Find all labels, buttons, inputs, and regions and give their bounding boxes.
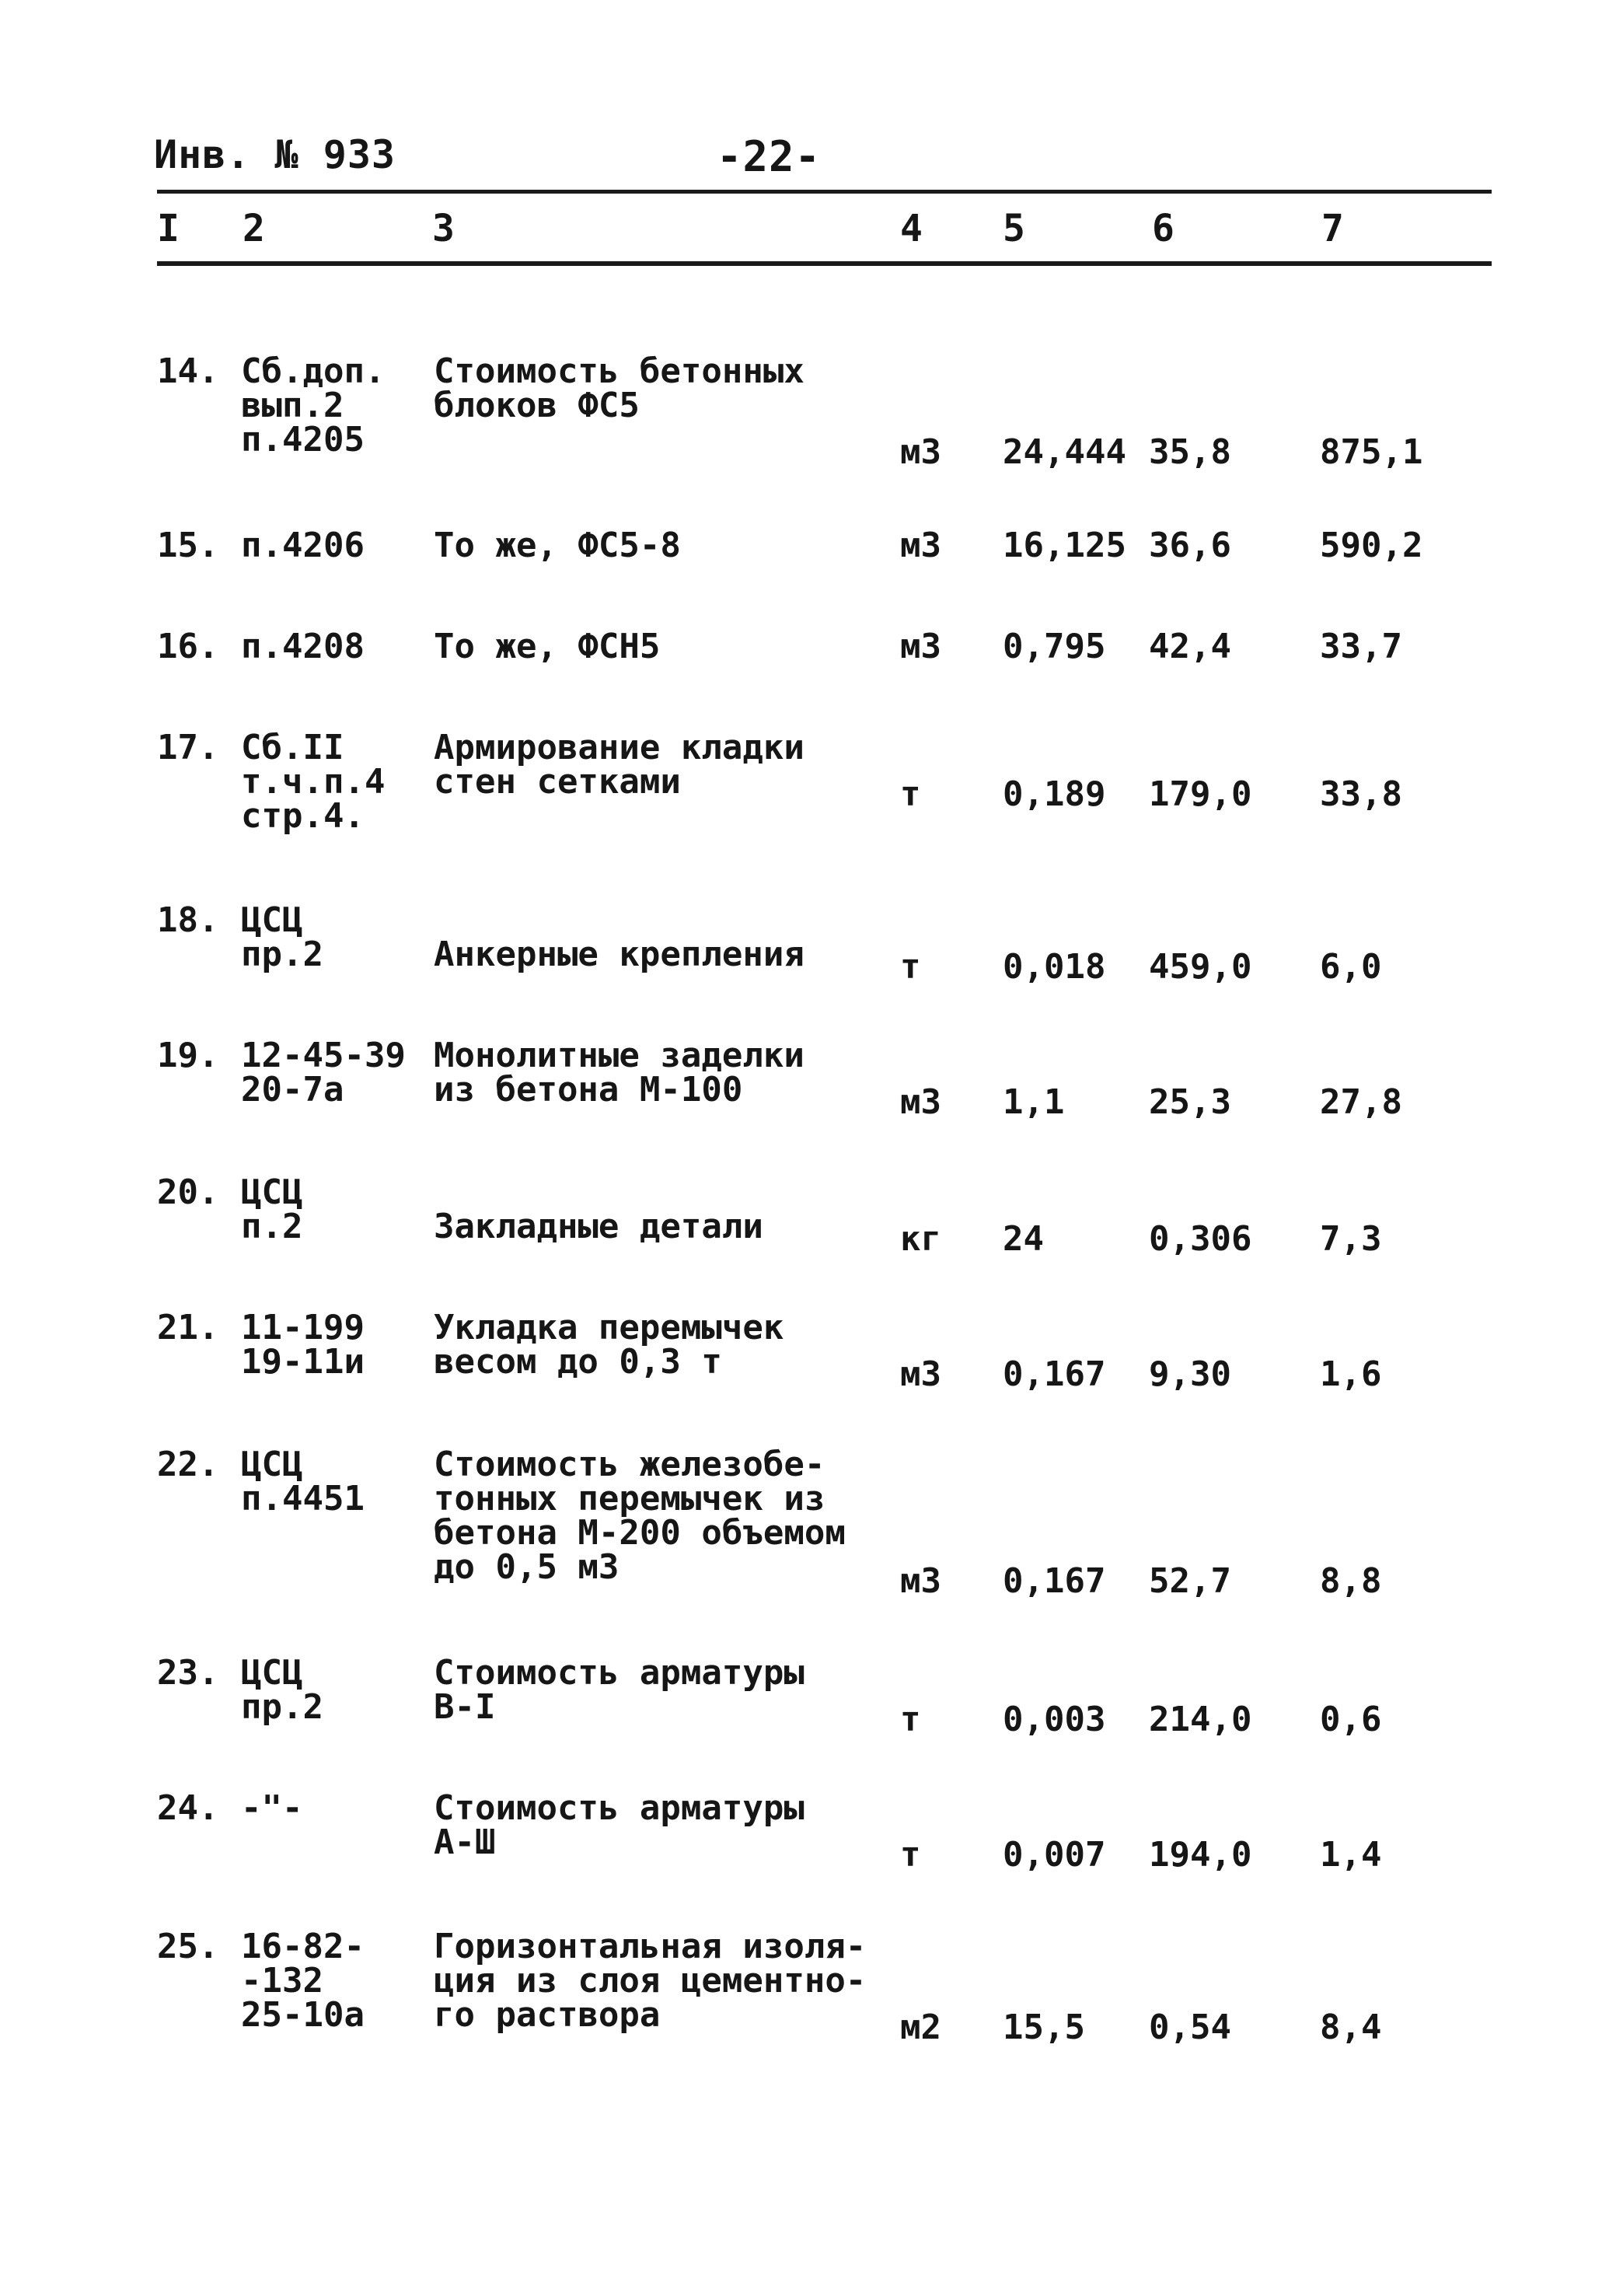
row-quantity: 15,5 xyxy=(1003,2008,1085,2047)
row-total: 8,4 xyxy=(1320,2008,1382,2047)
reference-line: 16-82- xyxy=(241,1927,365,1966)
row-description xyxy=(434,1653,805,1727)
reference-line: п.4205 xyxy=(241,420,365,460)
column-header-row xyxy=(0,207,1616,253)
row-reference xyxy=(241,351,386,460)
row-description xyxy=(434,1788,805,1862)
row-description xyxy=(434,1036,805,1110)
row-reference xyxy=(241,526,365,565)
description-line: из бетона М-100 xyxy=(434,1070,743,1110)
row-total: 33,7 xyxy=(1320,627,1402,666)
column-header-7: 7 xyxy=(1321,207,1344,250)
description-line: Укладка перемычек xyxy=(434,1308,784,1347)
row-number: 16. xyxy=(157,627,219,666)
row-reference xyxy=(241,1036,406,1110)
description-line: стен сетками xyxy=(434,762,681,802)
description-line: весом до 0,3 т xyxy=(434,1342,722,1382)
row-unit-price: 214,0 xyxy=(1149,1700,1252,1739)
row-quantity: 0,189 xyxy=(1003,774,1106,814)
reference-line: п.4206 xyxy=(241,526,365,565)
reference-line: 25-10а xyxy=(241,1995,365,2035)
description-line: Стоимость арматуры xyxy=(434,1653,805,1693)
row-total: 1,4 xyxy=(1320,1835,1382,1875)
row-unit: м3 xyxy=(900,526,941,565)
row-reference xyxy=(241,1927,365,2035)
row-reference xyxy=(241,1445,365,1518)
row-number: 19. xyxy=(157,1036,219,1075)
row-quantity: 24,444 xyxy=(1003,432,1126,472)
row-quantity: 0,018 xyxy=(1003,947,1106,987)
description-line: Анкерные крепления xyxy=(434,935,805,974)
row-quantity: 0,167 xyxy=(1003,1561,1106,1601)
column-header-4: 4 xyxy=(900,207,923,250)
row-reference xyxy=(241,627,365,666)
page-number: -22- xyxy=(717,132,822,181)
row-description xyxy=(434,351,805,425)
reference-line: п.4208 xyxy=(241,627,365,666)
column-header-6: 6 xyxy=(1152,207,1174,250)
reference-line: стр.4. xyxy=(241,796,365,836)
description-line: То же, ФСН5 xyxy=(434,627,661,666)
row-quantity: 0,167 xyxy=(1003,1354,1106,1394)
row-reference xyxy=(241,1653,323,1727)
reference-line: -"- xyxy=(241,1788,303,1828)
row-unit: м3 xyxy=(900,627,941,666)
description-line: ция из слоя цементно- xyxy=(434,1961,867,2001)
row-description xyxy=(434,1445,846,1587)
row-unit: т xyxy=(900,1835,921,1875)
row-unit: кг xyxy=(900,1219,941,1259)
description-line: блоков ФС5 xyxy=(434,386,640,425)
row-reference xyxy=(241,1788,303,1828)
reference-line: 20-7а xyxy=(241,1070,344,1110)
row-number: 24. xyxy=(157,1788,219,1828)
row-reference xyxy=(241,1308,365,1382)
row-description xyxy=(434,903,805,972)
column-header-3: 3 xyxy=(432,207,455,250)
row-quantity: 24 xyxy=(1003,1219,1044,1259)
row-quantity: 1,1 xyxy=(1003,1082,1065,1122)
row-quantity: 0,795 xyxy=(1003,627,1106,666)
row-unit-price: 35,8 xyxy=(1149,432,1231,472)
description-line: Закладные детали xyxy=(434,1207,763,1246)
reference-line: ЦСЦ xyxy=(241,900,303,940)
row-unit-price: 179,0 xyxy=(1149,774,1252,814)
reference-line: ЦСЦ xyxy=(241,1172,303,1212)
column-header-1: I xyxy=(157,207,180,250)
row-reference xyxy=(241,1172,303,1246)
reference-line: 12-45-39 xyxy=(241,1036,406,1075)
description-line xyxy=(434,1176,763,1210)
row-number: 21. xyxy=(157,1308,219,1347)
column-header-5: 5 xyxy=(1003,207,1025,250)
reference-line: -132 xyxy=(241,1961,323,2001)
row-quantity: 0,003 xyxy=(1003,1700,1106,1739)
row-number: 20. xyxy=(157,1172,219,1212)
reference-line: пр.2 xyxy=(241,1687,323,1727)
row-number: 25. xyxy=(157,1927,219,1966)
reference-line: Сб.II xyxy=(241,728,344,767)
row-unit-price: 459,0 xyxy=(1149,947,1252,987)
row-description xyxy=(434,1927,867,2035)
reference-line: 19-11и xyxy=(241,1342,365,1382)
column-header-2: 2 xyxy=(243,207,265,250)
row-description xyxy=(434,627,661,666)
description-line: В-I xyxy=(434,1687,496,1727)
row-unit-price: 25,3 xyxy=(1149,1082,1231,1122)
reference-line: Сб.доп. xyxy=(241,351,386,391)
row-total: 8,8 xyxy=(1320,1561,1382,1601)
row-quantity: 0,007 xyxy=(1003,1835,1106,1875)
reference-line: т.ч.п.4 xyxy=(241,762,386,802)
row-total: 7,3 xyxy=(1320,1219,1382,1259)
row-number: 22. xyxy=(157,1445,219,1484)
row-total: 27,8 xyxy=(1320,1082,1402,1122)
row-unit-price: 42,4 xyxy=(1149,627,1231,666)
description-line: бетона М-200 объемом xyxy=(434,1513,846,1553)
row-description xyxy=(434,526,681,565)
row-quantity: 16,125 xyxy=(1003,526,1126,565)
reference-line: вып.2 xyxy=(241,386,344,425)
description-line: до 0,5 м3 xyxy=(434,1547,620,1587)
row-reference xyxy=(241,900,323,974)
description-line: го раствора xyxy=(434,1995,661,2035)
header-rule-top xyxy=(157,190,1492,194)
row-total: 875,1 xyxy=(1320,432,1423,472)
reference-line: пр.2 xyxy=(241,935,323,974)
row-total: 0,6 xyxy=(1320,1700,1382,1739)
row-description xyxy=(434,1176,763,1244)
row-number: 15. xyxy=(157,526,219,565)
row-unit-price: 0,54 xyxy=(1149,2008,1231,2047)
description-line: Горизонтальная изоля- xyxy=(434,1927,867,1966)
row-unit-price: 36,6 xyxy=(1149,526,1231,565)
row-unit: т xyxy=(900,1700,921,1739)
description-line: тонных перемычек из xyxy=(434,1479,825,1518)
row-unit: м3 xyxy=(900,1561,941,1601)
row-unit: м2 xyxy=(900,2008,941,2047)
row-unit: т xyxy=(900,774,921,814)
description-line: Армирование кладки xyxy=(434,728,805,767)
description-line: То же, ФС5-8 xyxy=(434,526,681,565)
row-unit-price: 194,0 xyxy=(1149,1835,1252,1875)
row-unit: т xyxy=(900,947,921,987)
description-line: Стоимость арматуры xyxy=(434,1788,805,1828)
row-reference xyxy=(241,728,386,836)
row-unit: м3 xyxy=(900,432,941,472)
reference-line: ЦСЦ xyxy=(241,1653,303,1693)
row-unit: м3 xyxy=(900,1082,941,1122)
row-number: 14. xyxy=(157,351,219,391)
reference-line: п.2 xyxy=(241,1207,303,1246)
description-line xyxy=(434,903,805,938)
description-line: Стоимость бетонных xyxy=(434,351,805,391)
row-unit: м3 xyxy=(900,1354,941,1394)
row-total: 590,2 xyxy=(1320,526,1423,565)
row-description xyxy=(434,1308,784,1382)
row-number: 18. xyxy=(157,900,219,940)
reference-line: п.4451 xyxy=(241,1479,365,1518)
reference-line: ЦСЦ xyxy=(241,1445,303,1484)
row-total: 1,6 xyxy=(1320,1354,1382,1394)
row-unit-price: 52,7 xyxy=(1149,1561,1231,1601)
row-description xyxy=(434,728,805,802)
row-unit-price: 0,306 xyxy=(1149,1219,1252,1259)
description-line: А-Ш xyxy=(434,1822,496,1862)
row-number: 23. xyxy=(157,1653,219,1693)
inventory-number: Инв. № 933 xyxy=(154,132,396,177)
row-number: 17. xyxy=(157,728,219,767)
reference-line: 11-199 xyxy=(241,1308,365,1347)
row-unit-price: 9,30 xyxy=(1149,1354,1231,1394)
row-total: 6,0 xyxy=(1320,947,1382,987)
description-line: Монолитные заделки xyxy=(434,1036,805,1075)
description-line: Стоимость железобе- xyxy=(434,1445,825,1484)
header-rule-bottom xyxy=(157,261,1492,266)
row-total: 33,8 xyxy=(1320,774,1402,814)
